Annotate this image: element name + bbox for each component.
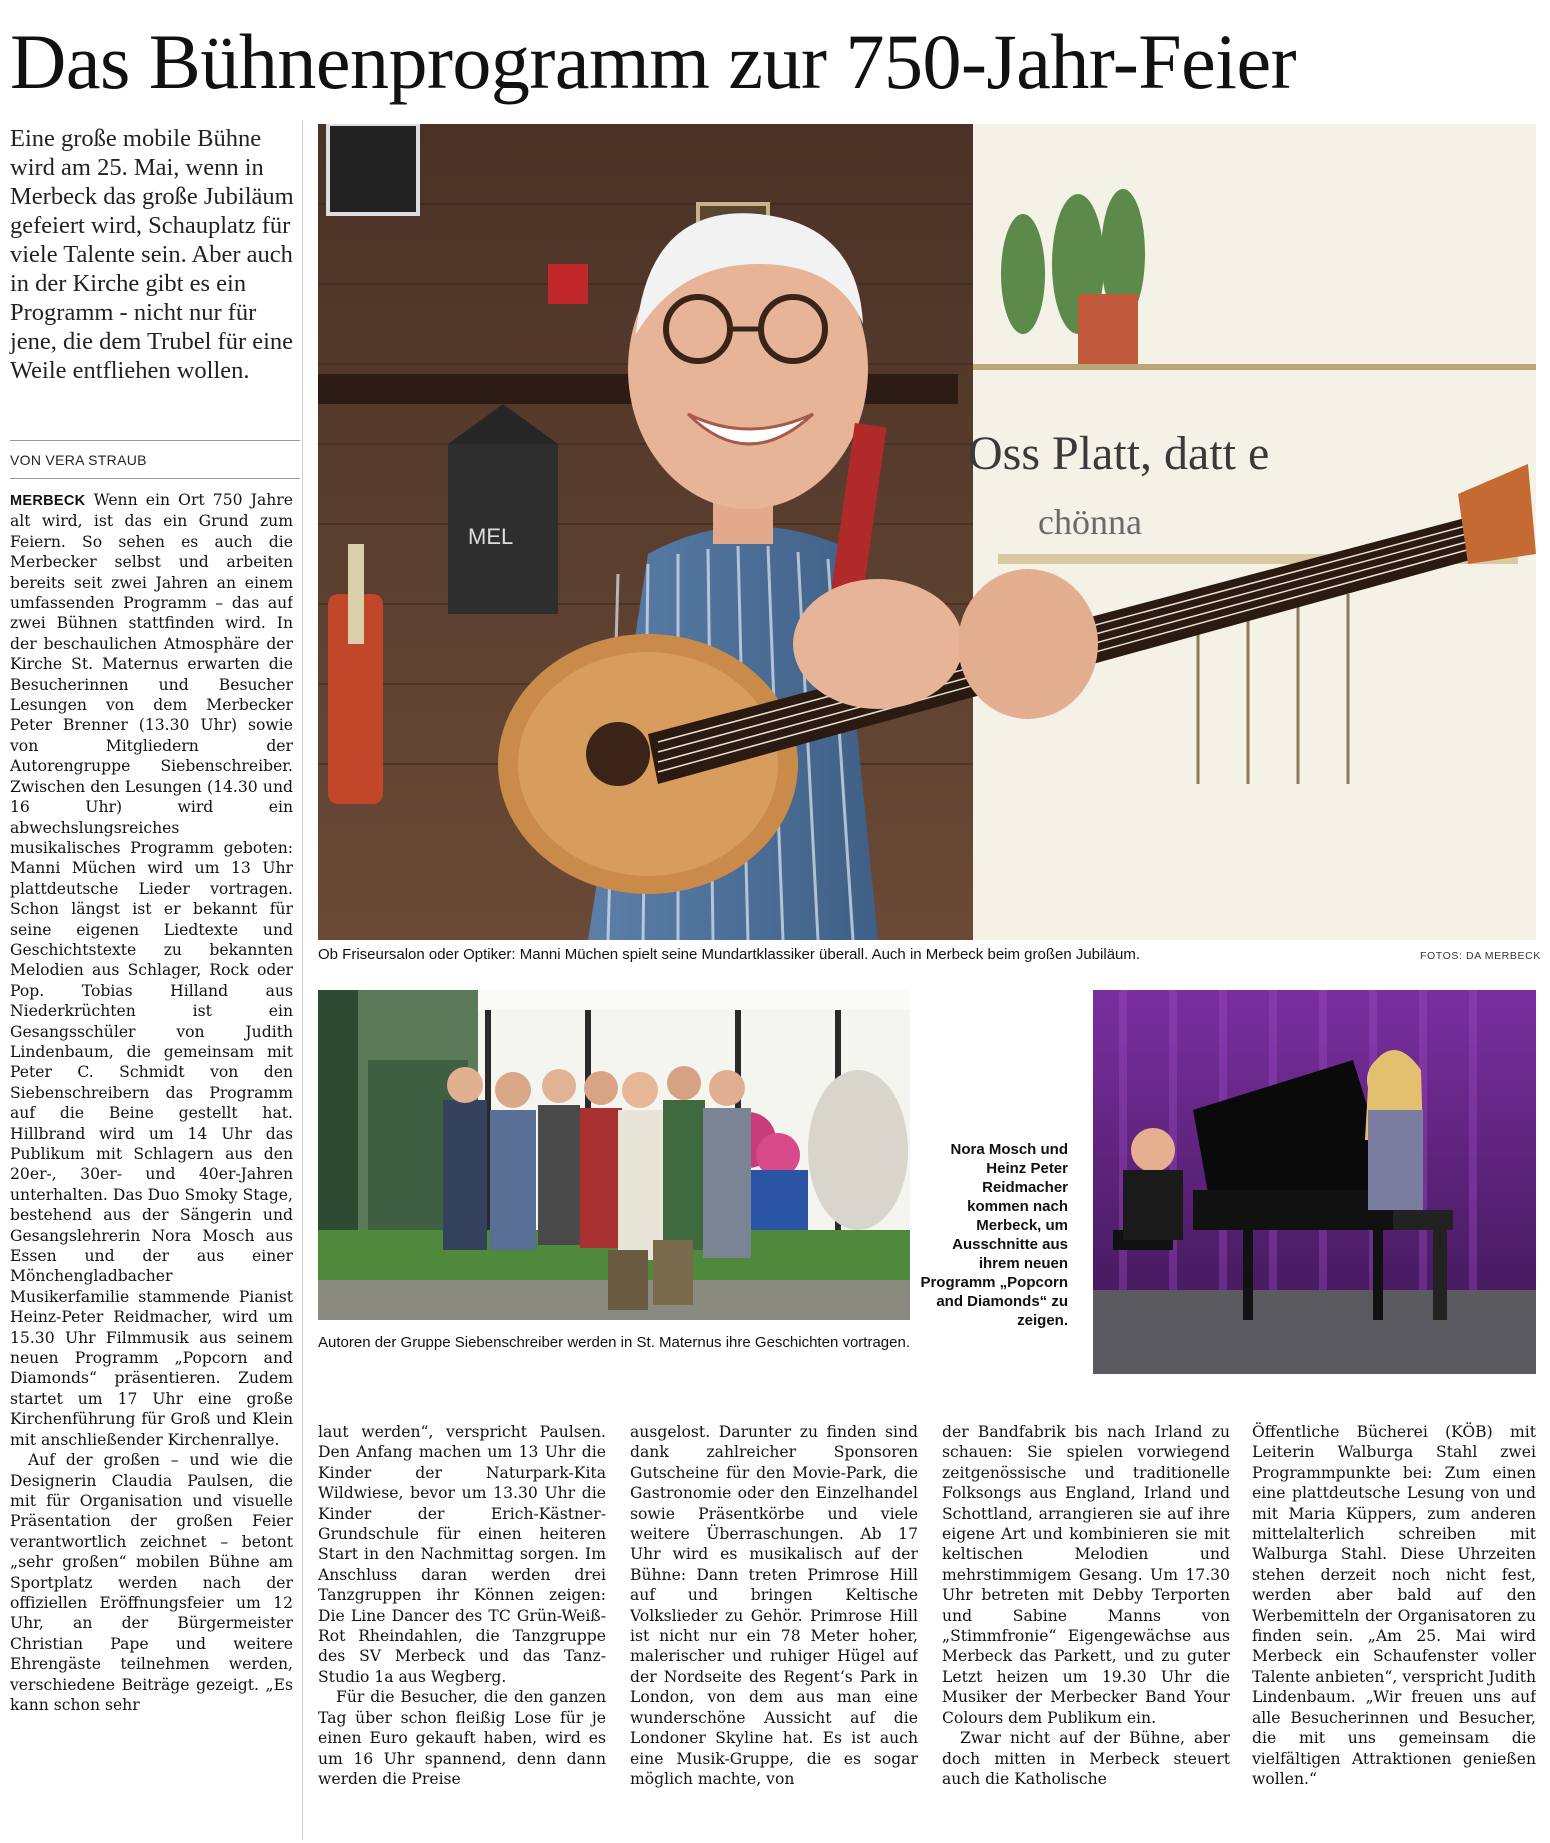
paragraph: Öffentliche Bücherei (KÖB) mit Leiterin Walburga Stahl zwei Programmpunkte bei: Zum einen eine plattdeutsche Lesung von und mit Maria Küppers, zum anderen mittelalterlich schreiben mit Walburga Stahl. Diese Uhrzeiten stehen derzeit noch nicht fest, werden aber bald auf den Werbemitteln der Organisatoren zu finden sein. „Am 25. Mai wird Merbeck ein Schaufenster voller Talente anbieten“, verspricht Judith Lindenbaum. „Wir freuen uns auf alle Besucherinnen und Besucher, die mit uns gemeinsam die vielfältigen Attraktionen genießen wollen.“ <box>1252 1423 1536 1788</box>
article-column-3 <box>630 1422 918 1842</box>
paragraph: Zwar nicht auf der Bühne, aber doch mitten in Merbeck steuert auch die Katholische <box>942 1729 1230 1788</box>
group-photo-caption: Autoren der Gruppe Siebenschreiber werden in St. Maternus ihre Geschichten vortragen. <box>318 1334 910 1351</box>
byline-divider <box>10 440 300 441</box>
main-photo <box>318 124 1536 940</box>
article-column-1 <box>10 490 293 1840</box>
house-sign-text: MEL <box>468 524 514 549</box>
piano-photo-caption: Nora Mosch und Heinz Peter Reidmacher kommen nach Merbeck, um Ausschnitte aus ihrem neuen Programm „Popcorn and Diamonds“ zu zeigen. <box>920 1141 1068 1329</box>
paragraph: laut werden“, verspricht Paulsen. Den Anfang machen um 13 Uhr die Kinder der Naturpark-Kita Wildwiese, bevor um 13.30 Uhr die Kinder der Erich-Kästner-Grundschule für einen heiteren Start in den Nachmittag sorgen. Im Anschluss daran werden drei Tanzgruppen ihr Können zeigen: Die Line Dancer des TC Grün-Weiß-Rot Rheindahlen, die Tanzgruppe des SV Merbeck und das Tanz-Studio 1a aus Wegberg. <box>318 1423 606 1686</box>
article-column-4 <box>942 1422 1230 1842</box>
paragraph: ausgelost. Darunter zu finden sind dank zahlreicher Sponsoren Gutscheine für den Movie-Park, die Gastronomie oder den Einzelhandel sowie Präsentkörbe und viele weitere Überraschungen. Ab 17 Uhr wird es musikalisch auf der Bühne: Dann treten Primrose Hill auf und bringen Keltische Volkslieder zu Gehör. Primrose Hill ist nicht nur ein 78 Meter hoher, malerischer und ruhiger Hügel auf der Nordseite des Regent‘s Park in London, von dem aus man eine wunderschöne Aussicht auf die Londoner Skyline hat. Es ist auch eine Musik-Gruppe, die es sogar möglich machte, von <box>630 1423 918 1788</box>
sign-text-2: chönna <box>1038 502 1142 542</box>
piano-photo <box>1093 990 1536 1374</box>
column-divider <box>302 120 303 1840</box>
photo-credit: FOTOS: DA MERBECK <box>1420 950 1541 962</box>
group-photo <box>318 990 910 1320</box>
byline: VON VERA STRAUB <box>10 452 147 468</box>
paragraph: Wenn ein Ort 750 Jahre alt wird, ist das ein Grund zum Feiern. So sehen es auch die Merbecker selbst und arbeiten bereits seit zwei Jahren an einem umfassenden Programm – das auf zwei Bühnen stattfinden wird. In der beschaulichen Atmosphäre der Kirche St. Maternus erwarten die Besucherinnen und Besucher Lesungen von dem Merbecker Peter Brenner (13.30 Uhr) sowie von Mitgliedern der Autorengruppe Siebenschreiber. Zwischen den Lesungen (14.30 und 16 Uhr) wird ein abwechslungsreiches musikalisches Programm geboten: Manni Müchen wird um 13 Uhr plattdeutsche Lieder vortragen. Schon längst ist er bekannt für seine eigenen Liedtexte und Geschichtstexte zu bekannten Melodien aus Schlager, Rock oder Pop. Tobias Hilland aus Niederkrüchten ist ein Gesangsschüler von Judith Lindenbaum, die gemeinsam mit Peter C. Schmidt von den Siebenschreibern das Programm auf die Beine gestellt hat. Hillbrand wird um 14 Uhr das Publikum mit Schlagern aus den 20er-, 30er- und 40er-Jahren unterhalten. Das Duo Smoky Stage, bestehend aus der Sängerin und Gesangslehrerin Nora Mosch aus Essen und der aus einer Mönchengladbacher Musikerfamilie stammende Pianist Heinz-Peter Reidmacher, wird um 15.30 Uhr Filmmusik aus seinem neuen Programm „Popcorn and Diamonds“ präsentieren. Zudem startet um 17 Uhr eine große Kirchenführung für Groß und Klein mit anschließender Kirchenrallye. <box>10 491 293 1449</box>
teaser: Eine große mobile Bühne wird am 25. Mai, wenn in Merbeck das große Jubiläum gefeiert wird, Schauplatz für viele Talente sein. Aber auch in der Kirche gibt es ein Programm - nicht nur für jene, die dem Trubel für eine Weile entfliehen wollen. <box>10 125 294 384</box>
headline: Das Bühnenprogramm zur 750-Jahr-Feier <box>10 18 1297 105</box>
dateline: MERBECK <box>10 493 86 509</box>
paragraph: Auf der großen – und wie die Designerin Claudia Paulsen, die mit für Organisation und visuelle Präsentation der großen Feier verantwortlich zeichnet – betont „sehr großen“ mobilen Bühne am Sportplatz werden nach der offiziellen Eröffnungsfeier um 12 Uhr, an der Bürgermeister Christian Pape und weitere Ehrengäste teilnehmen werden, verschiedene Beiträge gezeigt. „Es kann schon sehr <box>10 1451 293 1714</box>
article-column-5 <box>1252 1422 1536 1842</box>
byline-divider-bottom <box>10 478 300 479</box>
article-column-2 <box>318 1422 606 1842</box>
paragraph: Für die Besucher, die den ganzen Tag über schon fleißig Lose für je einen Euro gekauft haben, wird es um 16 Uhr spannend, denn dann werden die Preise <box>318 1688 606 1788</box>
paragraph: der Bandfabrik bis nach Irland zu schauen: Sie spielen vorwiegend zeitgenössische und traditionelle Folksongs aus England, Irland und Schottland, arrangieren sie auf ihre eigene Art und kombinieren sie mit keltischen Melodien und mehrstimmigem Gesang. Um 17.30 Uhr betreten mit Debby Terporten und Sabine Manns von „Stimmfronie“ Eigengewächse aus Merbeck das Parkett, und zu guter Letzt heizen um 19.30 Uhr die Musiker der Merbecker Band Your Colours dem Publikum ein. <box>942 1423 1230 1727</box>
main-photo-caption: Ob Friseursalon oder Optiker: Manni Müchen spielt seine Mundartklassiker überall. Auch in Merbeck beim großen Jubiläum. <box>318 946 1141 963</box>
sign-text: Oss Platt, datt e <box>968 427 1270 480</box>
